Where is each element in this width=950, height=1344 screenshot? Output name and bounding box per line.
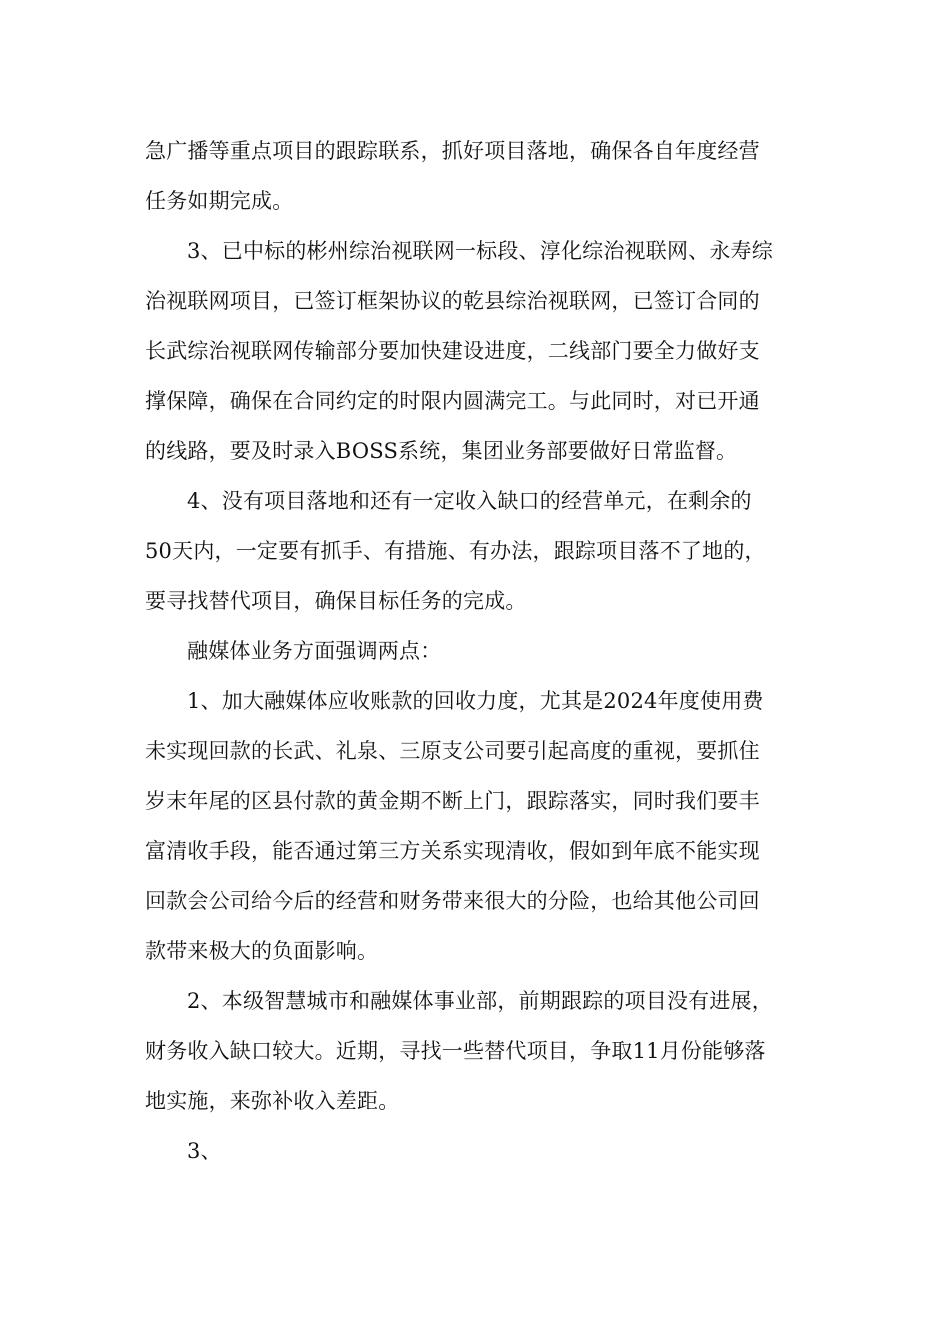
- item-2-line-3: 地实施，来弥补收入差距。: [145, 1089, 400, 1113]
- paragraph-4-line-3: 要寻找替代项目，确保目标任务的完成。: [145, 589, 527, 613]
- item-3-line-1: 3、: [187, 1139, 222, 1163]
- paragraph-3-line-1: 3、已中标的彬州综治视联网一标段、淳化综治视联网、永寿综: [187, 239, 773, 263]
- item-1-line-4: 富清收手段，能否通过第三方关系实现清收，假如到年底不能实现: [145, 839, 760, 863]
- text-line-2: 任务如期完成。: [145, 189, 294, 213]
- item-2-line-1: 2、本级智慧城市和融媒体事业部，前期跟踪的项目没有进展，: [187, 989, 773, 1013]
- item-2-line-2: 财务收入缺口较大。近期，寻找一些替代项目，争取11月份能够落: [145, 1039, 766, 1063]
- item-1-line-6: 款带来极大的负面影响。: [145, 939, 379, 963]
- section-heading: 融媒体业务方面强调两点：: [187, 639, 442, 663]
- item-1-line-1: 1、加大融媒体应收账款的回收力度，尤其是2024年度使用费: [187, 689, 764, 713]
- text-line-1: 急广播等重点项目的跟踪联系，抓好项目落地，确保各自年度经营: [145, 139, 760, 163]
- item-1-line-3: 岁末年尾的区县付款的黄金期不断上门，跟踪落实，同时我们要丰: [145, 789, 760, 813]
- paragraph-3-line-2: 治视联网项目，已签订框架协议的乾县综治视联网，已签订合同的: [145, 289, 760, 313]
- paragraph-3-line-4: 撑保障，确保在合同约定的时限内圆满完工。与此同时，对已开通: [145, 389, 760, 413]
- paragraph-3-line-3: 长武综治视联网传输部分要加快建设进度，二线部门要全力做好支: [145, 339, 760, 363]
- paragraph-4-line-1: 4、没有项目落地和还有一定收入缺口的经营单元，在剩余的: [187, 489, 752, 513]
- item-1-line-2: 未实现回款的长武、礼泉、三原支公司要引起高度的重视，要抓住: [145, 739, 760, 763]
- paragraph-3-line-5: 的线路，要及时录入BOSS系统，集团业务部要做好日常监督。: [145, 439, 738, 463]
- paragraph-4-line-2: 50天内，一定要有抓手、有措施、有办法，跟踪项目落不了地的，: [145, 539, 766, 563]
- item-1-line-5: 回款会公司给今后的经营和财务带来很大的分险，也给其他公司回: [145, 889, 760, 913]
